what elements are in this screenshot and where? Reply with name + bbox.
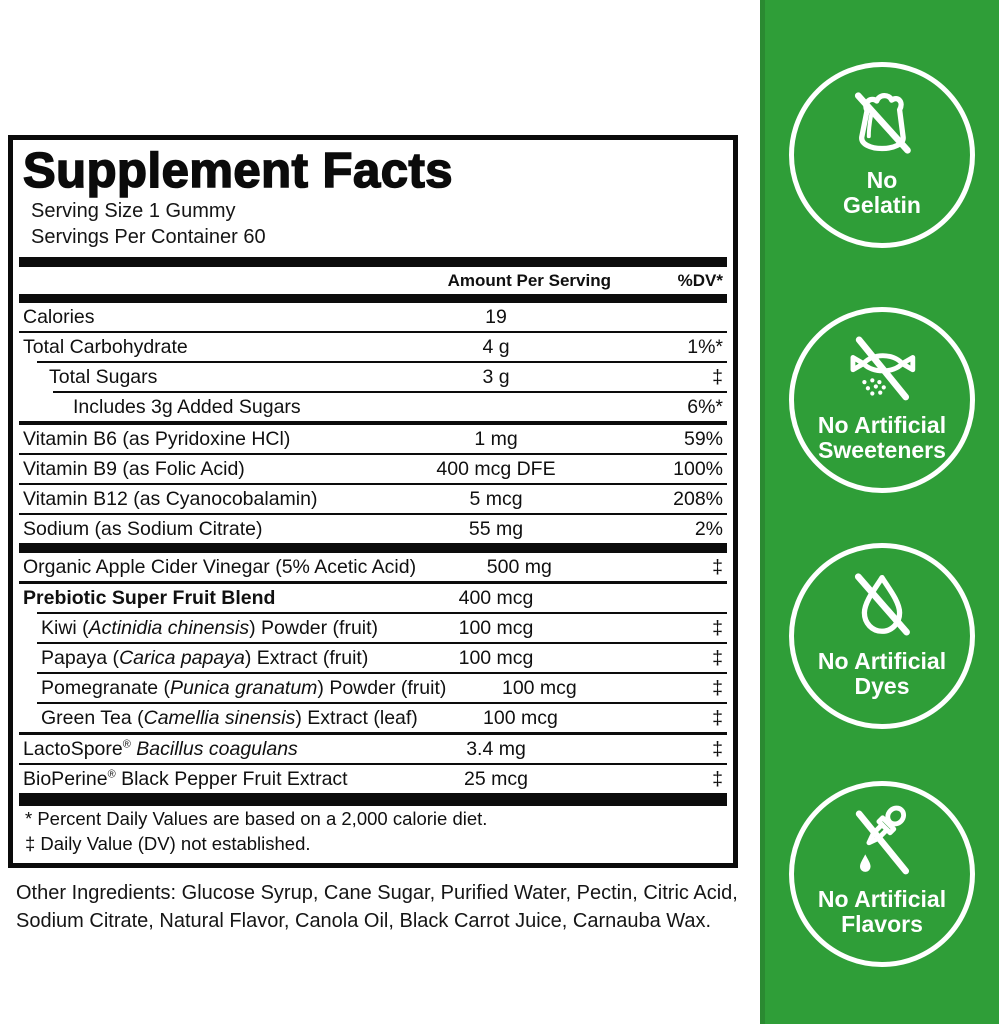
badge-no-artificial-dyes [789,543,975,729]
badge-label-line: No [866,167,898,193]
nutrient-name [23,768,381,791]
nutrient-dv: 208% [673,487,723,510]
badge-label [818,649,946,699]
name-part: Black Pepper Fruit Extract [115,767,348,790]
badge-circle [789,62,975,248]
brand-name: BioPerine [23,767,108,790]
nutrient-name: Total Carbohydrate [23,335,188,358]
divider-bar-bottom [19,793,727,806]
no-artificial-dyes-icon [834,560,930,648]
table-row-prebiotic-blend [23,584,723,612]
nutrient-name: Vitamin B12 (as Cyanocobalamin) [23,487,318,510]
nutrient-name: Total Sugars [49,365,158,388]
nutrient-name: Sodium (as Sodium Citrate) [23,517,263,540]
name-part: Kiwi ( [41,616,89,639]
badge-no-artificial-sweeteners [789,307,975,493]
supplement-facts-panel [8,135,738,868]
scientific-name: Camellia sinensis [143,706,296,729]
name-part: ) Powder (fruit) [249,616,379,639]
nutrient-amount: 4 g [482,335,510,358]
nutrient-name [23,677,446,700]
nutrient-name [23,617,381,640]
nutrient-dv: 6%* [687,395,723,418]
badge-circle [789,307,975,493]
name-part: ) Extract (fruit) [244,646,369,669]
name-part: ) Powder (fruit) [317,676,447,699]
table-row-lactospore [23,735,723,763]
badge-label [843,168,921,218]
nutrient-amount: 400 mcg DFE [436,457,556,480]
footnote-dv-not-established: ‡ Daily Value (DV) not established. [25,833,311,854]
nutrient-name: Prebiotic Super Fruit Blend [23,586,276,609]
nutrient-name: Includes 3g Added Sugars [73,395,301,418]
scientific-name: Bacillus coagulans [130,737,298,760]
nutrient-name [23,707,418,730]
nutrient-dv: ‡ [712,646,723,669]
table-row-added-sugars [23,393,723,421]
nutrient-name [23,738,381,761]
table-row-kiwi [23,614,723,642]
nutrient-dv: ‡ [712,767,723,790]
no-artificial-flavors-icon [834,798,930,886]
table-row-sodium [23,515,723,543]
table-row-calories [23,303,723,331]
nutrient-name: Organic Apple Cider Vinegar (5% Acetic Acid) [23,555,417,578]
no-artificial-sweeteners-icon [834,324,930,412]
nutrient-amount: 19 [485,305,507,328]
badge-circle [789,781,975,967]
nutrient-amount: 3.4 mg [466,737,526,760]
badge-label-line: No Artificial [817,412,947,438]
badge-label-line: No Artificial [817,648,947,674]
registered-mark: ® [107,768,116,780]
nutrient-amount: 5 mcg [469,487,523,510]
column-header-amount: Amount Per Serving [447,270,611,290]
table-header-row [23,267,723,294]
panel-title: Supplement Facts [23,144,454,198]
badge-circle [789,543,975,729]
other-ingredients [16,879,746,935]
servings-per-container-text: Servings Per Container 60 [31,226,266,248]
name-part: Pomegranate ( [41,676,170,699]
nutrient-name: Calories [23,305,95,328]
table-row-bioperine [23,765,723,793]
table-row-pomegranate [23,674,723,702]
badge-no-gelatin [789,62,975,248]
divider-bar-middle [19,543,727,553]
nutrient-dv: ‡ [712,616,723,639]
nutrient-name: Vitamin B9 (as Folic Acid) [23,457,245,480]
badge-no-artificial-flavors [789,781,975,967]
badge-label-line: Gelatin [843,192,921,218]
nutrient-amount: 3 g [482,365,510,388]
registered-mark: ® [122,738,131,750]
no-gelatin-icon [834,79,930,167]
nutrient-amount: 100 mcg [458,646,534,669]
nutrient-dv: 1%* [687,335,723,358]
nutrient-dv: ‡ [712,676,723,699]
nutrient-dv: ‡ [712,737,723,760]
table-row-apple-cider-vinegar [23,553,723,581]
nutrient-dv: ‡ [712,706,723,729]
badge-label [818,413,946,463]
column-header-dv: %DV* [677,270,723,290]
badge-label-line: Flavors [841,911,923,937]
benefits-sidebar [760,0,999,1024]
nutrient-amount: 400 mcg [458,586,534,609]
serving-size-text: Serving Size 1 Gummy [31,200,236,222]
brand-name: LactoSpore [23,737,123,760]
nutrient-dv: ‡ [712,555,723,578]
divider-bar-top [19,257,727,267]
nutrient-dv: 2% [694,517,723,540]
badge-label-line: No Artificial [817,886,947,912]
nutrient-amount: 100 mcg [483,706,558,729]
name-part: ) Extract (leaf) [295,706,418,729]
table-row-green-tea [23,704,723,732]
table-row-total-carbohydrate [23,333,723,361]
name-part: Green Tea ( [41,706,144,729]
nutrient-amount: 55 mg [468,517,524,540]
divider-bar-header [19,294,727,303]
table-row-vitamin-b6 [23,425,723,453]
footnote-daily-values: * Percent Daily Values are based on a 2,000 calorie diet. [25,808,488,829]
nutrient-amount: 500 mg [486,555,552,578]
nutrient-dv: 59% [683,427,723,450]
name-part: Papaya ( [41,646,120,669]
nutrient-dv: 100% [673,457,723,480]
table-row-papaya [23,644,723,672]
badge-label [818,887,946,937]
nutrient-dv: ‡ [712,365,723,388]
table-row-vitamin-b9 [23,455,723,483]
table-row-total-sugars [23,363,723,391]
other-ingredients-line-2: Sodium Citrate, Natural Flavor, Canola Oil, Black Carrot Juice, Carnauba Wax. [16,910,712,932]
table-row-vitamin-b12 [23,485,723,513]
badge-label-line: Sweeteners [818,437,946,463]
nutrient-amount: 25 mcg [464,767,528,790]
nutrient-name [23,647,381,670]
scientific-name: Punica granatum [170,676,318,699]
scientific-name: Actinidia chinensis [88,616,250,639]
nutrient-amount: 100 mcg [501,676,577,699]
nutrient-name: Vitamin B6 (as Pyridoxine HCl) [23,427,291,450]
scientific-name: Carica papaya [119,646,245,669]
other-ingredients-line-1: Other Ingredients: Glucose Syrup, Cane Sugar, Purified Water, Pectin, Citric Acid, [16,882,738,904]
nutrient-amount: 100 mcg [458,616,534,639]
badge-label-line: Dyes [854,673,910,699]
nutrient-amount: 1 mg [474,427,518,450]
